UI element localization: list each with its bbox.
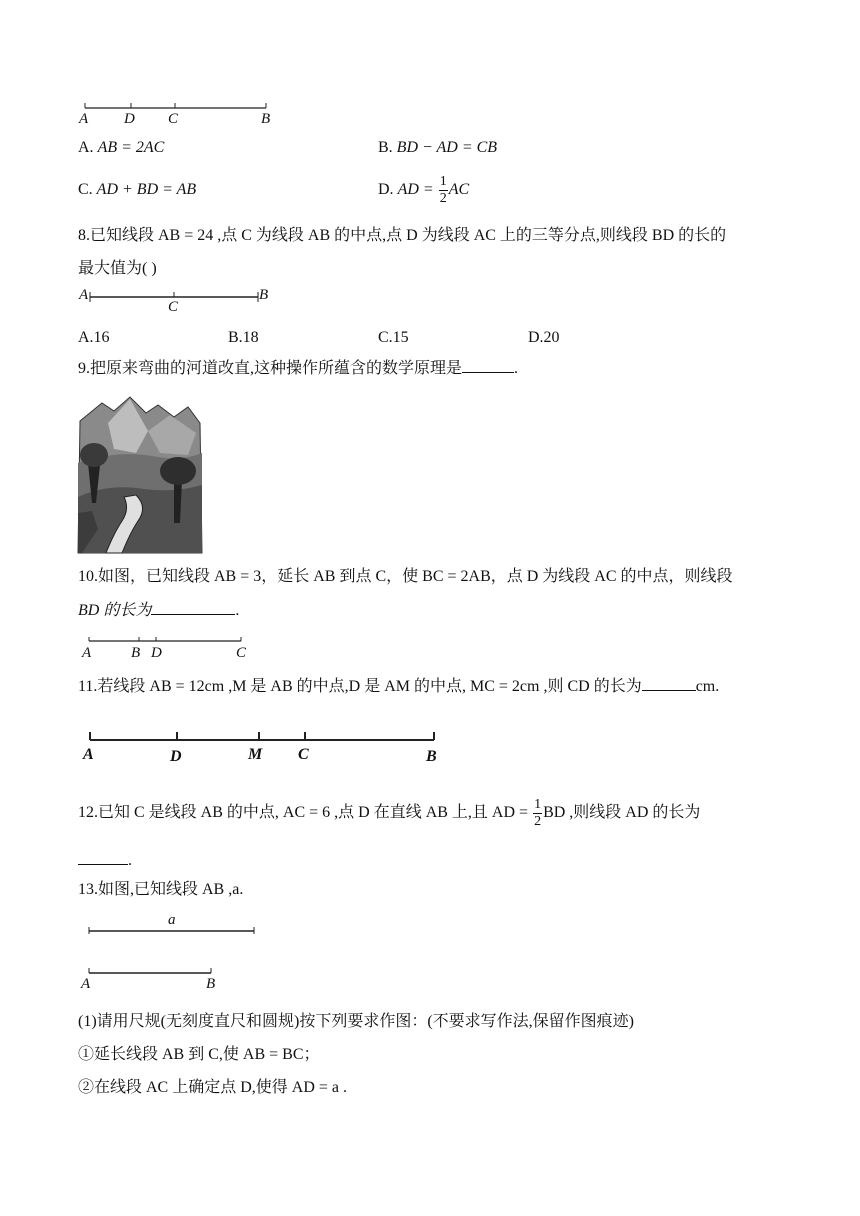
q10-label-a: A	[82, 645, 92, 661]
q8-label-b: B	[259, 287, 269, 303]
q13-intro: 13.如图,已知线段 AB ,a.	[78, 881, 244, 898]
q12-answer-line: .	[78, 851, 132, 871]
q7-label-b: B	[261, 111, 271, 127]
q8-segment-figure	[0, 289, 860, 309]
q9-stem: 9.把原来弯曲的河道改直,这种操作所蕴含的数学原理是 .	[78, 360, 519, 377]
q7-option-d-fraction: $\frac{1}{2}$	[439, 173, 447, 206]
q13-step1: ①延长线段 AB 到 C,使 AB = BC；	[78, 1046, 320, 1063]
q11-label-b: B	[426, 748, 437, 765]
q10-answer-blank	[151, 614, 235, 615]
q10-label-c: C	[236, 645, 247, 661]
river-landscape-image	[78, 393, 202, 553]
q13-segment-ab	[0, 964, 860, 984]
q10-segment-figure	[0, 634, 860, 654]
q10-stem-line1: 10.如图，已知线段 AB = 3，延长 AB 到点 C，使 BC = 2AB，点 D 为线段 AC 的中点，则线段	[78, 568, 733, 585]
q7-option-b: B. BD − AD = CB	[378, 139, 498, 156]
q10-stem-line2: BD 的长为 .	[78, 602, 240, 619]
q11-segment-figure	[0, 728, 860, 748]
q8-stem-line2: 最大值为( )	[78, 260, 157, 277]
q13-label-a-lower: a	[168, 912, 176, 928]
q7-label-d: D	[124, 111, 135, 127]
q11-label-m: M	[248, 746, 263, 763]
q11-stem: 11.若线段 AB = 12cm ,M 是 AB 的中点,D 是 AM 的中点, MC = 2cm ,则 CD 的长为 cm.	[78, 678, 720, 695]
q7-option-d: D. AD = $\frac{1}{2}$ AC	[378, 173, 470, 206]
q13-label-a: A	[81, 976, 91, 992]
q8-stem-line1: 8.已知线段 AB = 24 ,点 C 为线段 AB 的中点,点 D 为线段 AC 上的三等分点,则线段 BD 的长的	[78, 227, 727, 244]
q8-label-c: C	[168, 299, 179, 315]
q12-answer-blank	[78, 864, 128, 865]
q9-answer-blank	[462, 372, 514, 373]
q11-label-a: A	[83, 746, 94, 763]
q7-label-c: C	[168, 111, 179, 127]
q11-label-c: C	[298, 746, 309, 763]
q11-answer-blank	[642, 690, 696, 691]
q13-label-b: B	[206, 976, 216, 992]
q13-part1-instructions: (1)请用尺规(无刻度直尺和圆规)按下列要求作图：(不要求写作法,保留作图痕迹)	[78, 1013, 634, 1030]
q8-option-d: D.20	[528, 329, 560, 346]
q8-option-a: A.16	[78, 329, 110, 346]
q10-label-d: D	[151, 645, 162, 661]
q12-fraction: $\frac{1}{2}$	[534, 796, 542, 829]
q13-segment-a	[0, 922, 860, 942]
q7-label-a: A	[79, 111, 89, 127]
q12-stem: 12.已知 C 是线段 AB 的中点, AC = 6 ,点 D 在直线 AB 上,且 AD = $\frac{1}{2}$ BD ,则线段 AD 的长为	[78, 796, 701, 829]
q13-step2: ②在线段 AC 上确定点 D,使得 AD = a .	[78, 1079, 348, 1096]
q7-option-c: C. AD + BD = AB	[78, 181, 197, 198]
q8-option-b: B.18	[228, 329, 259, 346]
q10-label-b: B	[131, 645, 141, 661]
q8-option-c: C.15	[378, 329, 409, 346]
q8-label-a: A	[79, 287, 89, 303]
q11-label-d: D	[170, 748, 182, 765]
q7-option-a: A. AB = 2AC	[78, 139, 165, 156]
